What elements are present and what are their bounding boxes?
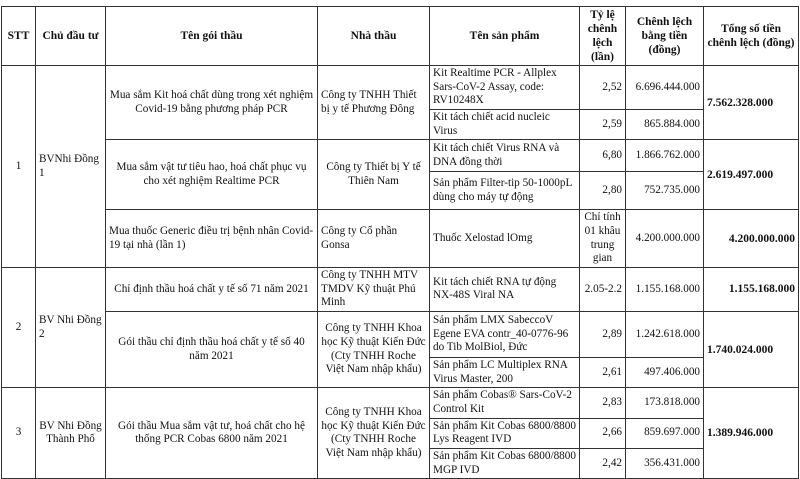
owner-cell: BV Nhi Đồng 2 <box>36 267 106 387</box>
owner-cell: BVNhi Đồng 1 <box>36 66 106 268</box>
table-row <box>2 311 799 357</box>
contractor-cell: Công ty Cổ phần Gonsa <box>318 210 430 268</box>
ratio-cell: 2,66 <box>580 418 626 448</box>
total-cell: 1.740.024.000 <box>704 311 799 387</box>
contractor-cell: Công ty TNHH Khoa học Kỹ thuật Kiến Đức (Cty TNHH Roche Việt Nam nhập khẩu) <box>318 388 430 479</box>
diff-cell: 497.406.000 <box>626 357 704 387</box>
header-row <box>2 7 799 66</box>
table-row <box>2 66 799 110</box>
contractor-cell: Công ty TNHH MTV TMDV Kỹ thuật Phú Minh <box>318 267 430 311</box>
package-cell: Mua sắm Kit hoá chất dùng trong xét nghiệm Covid-19 bằng phương pháp PCR <box>106 66 318 140</box>
table-row <box>2 210 799 268</box>
product-cell: Kit tách chiết Virus RNA và DNA đồng thời <box>430 140 580 172</box>
total-cell: 4.200.000.000 <box>704 210 799 268</box>
stt-cell: 2 <box>2 267 36 387</box>
contractor-cell: Công ty TNHH Thiết bị y tế Phương Đông <box>318 66 430 140</box>
ratio-cell: 2,80 <box>580 172 626 210</box>
ratio-cell: 2.05-2.2 <box>580 267 626 311</box>
table-row <box>2 140 799 172</box>
col-total: Tổng số tiền chênh lệch (đồng) <box>704 7 799 66</box>
diff-cell: 1.242.618.000 <box>626 311 704 357</box>
ratio-cell: 2,61 <box>580 357 626 387</box>
package-cell: Mua sắm vật tư tiêu hao, hoá chất phục vụ cho xét nghiệm Realtime PCR <box>106 140 318 210</box>
product-cell: Sản phẩm Kit Cobas 6800/8800 Lys Reagent IVD <box>430 418 580 448</box>
col-contractor: Nhà thầu <box>318 7 430 66</box>
package-cell: Mua thuốc Generic điều trị bệnh nhân Covid- 19 tại nhà (lần 1) <box>106 210 318 268</box>
product-cell: Kit Realtime PCR - Allplex Sars-CoV-2 Assay, code: RV10248X <box>430 66 580 110</box>
col-diff: Chênh lệch bằng tiền (đồng) <box>626 7 704 66</box>
contractor-cell: Công ty Thiết bị Y tế Thiên Nam <box>318 140 430 210</box>
product-cell: Sản phẩm LMX SabeccoV Egene EVA contr_40-0776-96 do Tib MolBiol, Đức <box>430 311 580 357</box>
col-package: Tên gói thầu <box>106 7 318 66</box>
table-row <box>2 267 799 311</box>
product-cell: Sản phẩm Kit Cobas 6800/8800 MGP IVD <box>430 448 580 478</box>
product-cell: Kit tách chiết acid nucleic Virus <box>430 110 580 140</box>
diff-cell: 6.696.444.000 <box>626 66 704 110</box>
table-row <box>2 388 799 418</box>
diff-cell: 173.818.000 <box>626 388 704 418</box>
diff-cell: 859.697.000 <box>626 418 704 448</box>
ratio-cell: 2,52 <box>580 66 626 110</box>
col-stt: STT <box>2 7 36 66</box>
stt-cell: 3 <box>2 388 36 479</box>
package-cell: Gói thầu Mua sắm vật tư, hoá chất cho hệ thống PCR Cobas 6800 năm 2021 <box>106 388 318 479</box>
ratio-cell: Chỉ tính 01 khâu trung gian <box>580 210 626 268</box>
total-cell: 1.155.168.000 <box>704 267 799 311</box>
product-cell: Sản phẩm LC Multiplex RNA Virus Master, 200 <box>430 357 580 387</box>
package-cell: Chỉ định thầu hoá chất y tế số 71 năm 2021 <box>106 267 318 311</box>
total-cell: 7.562.328.000 <box>704 66 799 140</box>
diff-cell: 1.155.168.000 <box>626 267 704 311</box>
total-cell: 1.389.946.000 <box>704 388 799 479</box>
diff-cell: 356.431.000 <box>626 448 704 478</box>
product-cell: Sản phẩm Cobas® Sars-CoV-2 Control Kit <box>430 388 580 418</box>
diff-cell: 752.735.000 <box>626 172 704 210</box>
total-cell: 2.619.497.000 <box>704 140 799 210</box>
stt-cell: 1 <box>2 66 36 268</box>
ratio-cell: 2,59 <box>580 110 626 140</box>
diff-cell: 4.200.000.000 <box>626 210 704 268</box>
owner-cell: BV Nhi Đồng Thành Phố <box>36 388 106 479</box>
ratio-cell: 2,42 <box>580 448 626 478</box>
contractor-cell: Công ty TNHH Khoa học Kỹ thuật Kiến Đức (Cty TNHH Roche Việt Nam nhập khẩu) <box>318 311 430 387</box>
col-product: Tên sản phẩm <box>430 7 580 66</box>
ratio-cell: 2,83 <box>580 388 626 418</box>
diff-cell: 865.884.000 <box>626 110 704 140</box>
bid-price-difference-table <box>1 6 799 479</box>
product-cell: Thuốc Xelostad lOmg <box>430 210 580 268</box>
col-owner: Chủ đầu tư <box>36 7 106 66</box>
diff-cell: 1.866.762.000 <box>626 140 704 172</box>
ratio-cell: 2,89 <box>580 311 626 357</box>
package-cell: Gói thầu chỉ định thầu hoá chất y tế số 40 năm 2021 <box>106 311 318 387</box>
ratio-cell: 6,80 <box>580 140 626 172</box>
product-cell: Kit tách chiết RNA tự động NX-48S Viral NA <box>430 267 580 311</box>
col-ratio: Tỷ lệ chênh lệch (lần) <box>580 7 626 66</box>
product-cell: Sản phẩm Filter-tip 50-1000pL dùng cho máy tự động <box>430 172 580 210</box>
